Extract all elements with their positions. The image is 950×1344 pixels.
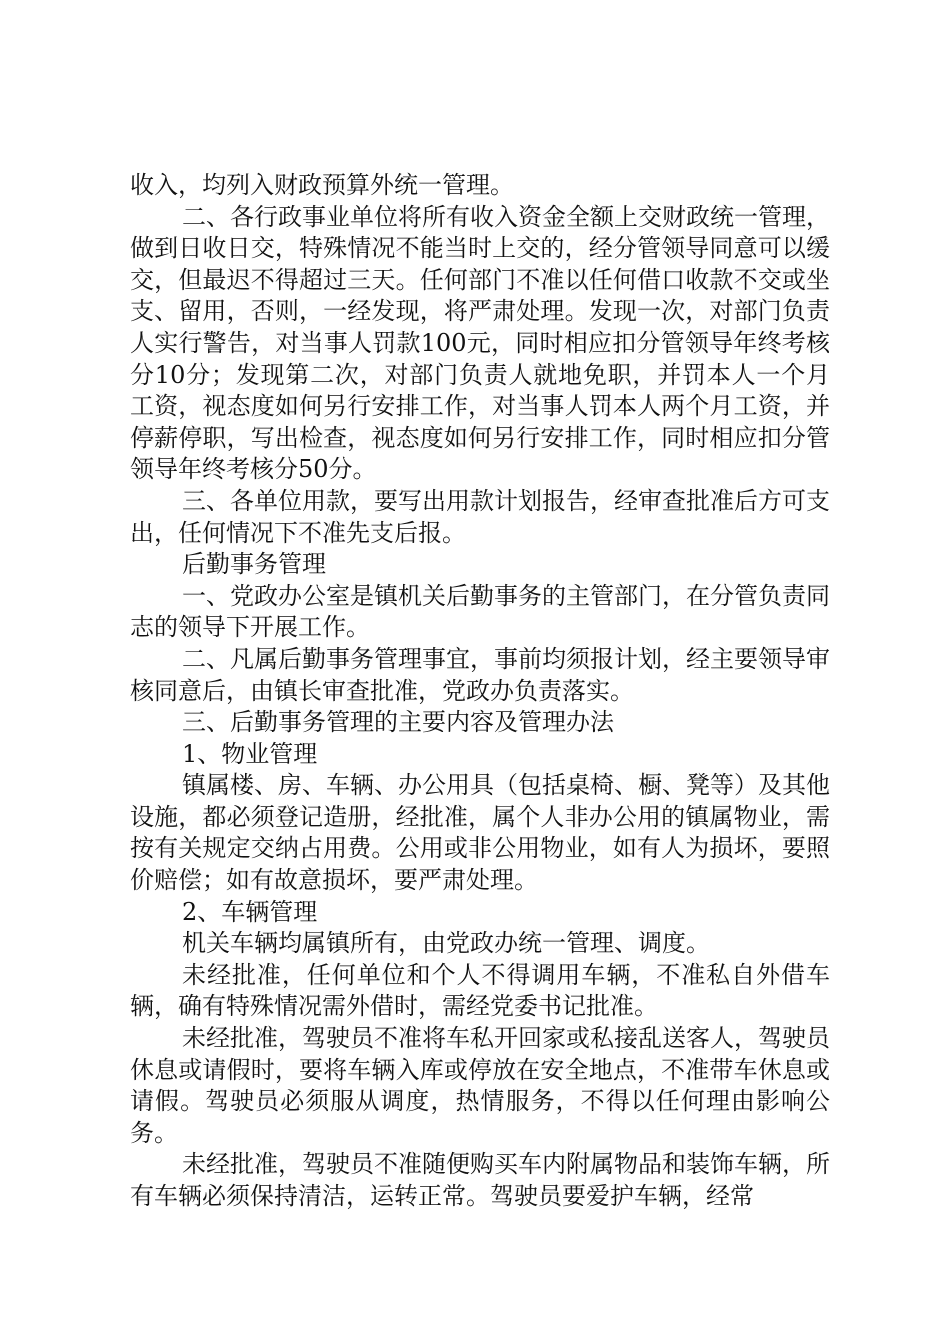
- paragraph-vehicle-ownership: 机关车辆均属镇所有，由党政办统一管理、调度。: [182, 929, 710, 958]
- paragraph-vehicle-lending: 未经批准，任何单位和个人不得调用车辆，不准私自外借车辆，确有特殊情况需外借时，需经党委书记批准。: [130, 960, 830, 1021]
- paragraph-driver-rules: 未经批准，驾驶员不准将车私开回家或私接乱送客人，驾驶员休息或请假时，要将车辆入库或停放在安全地点，不准带车休息或请假。驾驶员必须服从调度，热情服务，不得以任何理由影响公务。: [130, 1024, 830, 1147]
- subheading-property-management: 1、物业管理: [182, 739, 318, 768]
- paragraph-logistics-item-1: 一、党政办公室是镇机关后勤事务的主管部门，在分管负责同志的领导下开展工作。: [130, 581, 830, 642]
- paragraph-finance-item-2: 二、各行政事业单位将所有收入资金全额上交财政统一管理，做到日收日交，特殊情况不能当时上交的，经分管领导同意可以缓交，但最迟不得超过三天。任何部门不准以任何借口收款不交或坐支、留用，否则，一经发现，将严肃处理。发现一次，对部门负责人实行警告，对当事人罚款100元，同时相应扣分管领导年终考核分10分；发现第二次，对部门负责人就地免职，并罚本人一个月工资，视态度如何另行安排工作，对当事人罚本人两个月工资，并停薪停职，写出检查，视态度如何另行安排工作，同时相应扣分管领导年终考核分50分。: [130, 202, 830, 484]
- paragraph-logistics-item-2: 二、凡属后勤事务管理事宜，事前均须报计划，经主要领导审核同意后，由镇长审查批准，党政办负责落实。: [130, 644, 830, 705]
- paragraph-continuation: 收入，均列入财政预算外统一管理。: [130, 171, 514, 199]
- subheading-vehicle-management: 2、车辆管理: [182, 897, 318, 926]
- document-body: [130, 170, 830, 1213]
- section-heading-logistics: 后勤事务管理: [182, 550, 326, 579]
- paragraph-logistics-item-3: 三、后勤事务管理的主要内容及管理办法: [182, 708, 614, 737]
- paragraph-property-rules: 镇属楼、房、车辆、办公用具（包括桌椅、橱、凳等）及其他设施，都必须登记造册，经批准，属个人非办公用的镇属物业，需按有关规定交纳占用费。公用或非公用物业，如有人为损坏，要照价赔偿；如有故意损坏，要严肃处理。: [130, 771, 830, 895]
- paragraph-vehicle-maintenance: 未经批准，驾驶员不准随便购买车内附属物品和装饰车辆，所有车辆必须保持清洁，运转正常。驾驶员要爱护车辆，经常: [130, 1150, 830, 1210]
- paragraph-finance-item-3: 三、各单位用款，要写出用款计划报告，经审查批准后方可支出，任何情况下不准先支后报。: [130, 486, 830, 547]
